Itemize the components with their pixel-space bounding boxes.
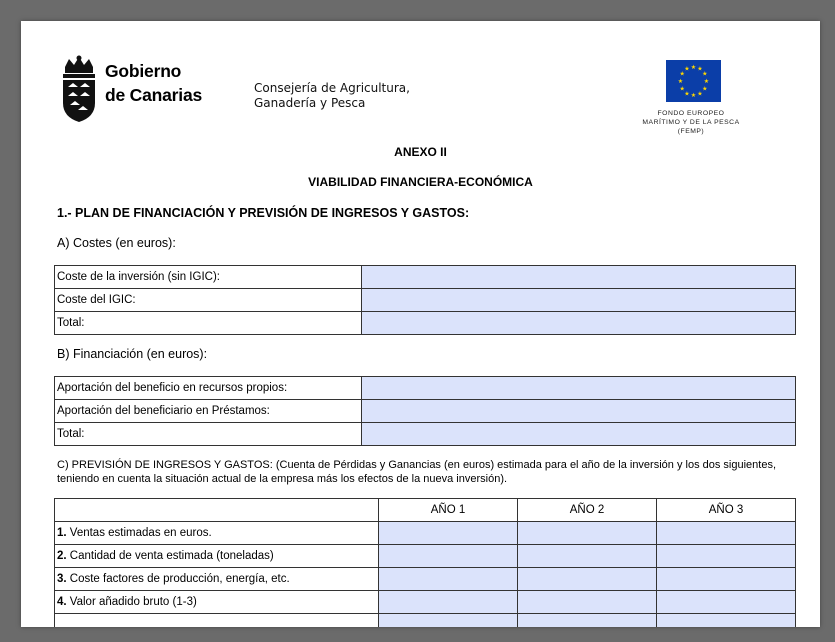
svg-text:★: ★ [702,70,708,78]
section1-heading: 1.- PLAN DE FINANCIACIÓN Y PREVISIÓN DE INGRESOS Y GASTOS: [57,206,470,220]
row-text: Valor añadido bruto (1-3) [66,596,197,608]
row-label: Total: [55,312,362,335]
cantidad-ano2-input[interactable] [518,545,657,568]
ventas-ano1-input[interactable] [379,522,518,545]
anexo-title: ANEXO II [394,145,447,159]
table-row [55,266,796,289]
row5-ano3-input[interactable] [657,614,796,628]
consejeria-line1: Consejería de Agricultura, [254,81,410,95]
header-empty-cell [55,499,379,522]
row-number: 4. [57,596,67,608]
gobierno-canarias-logo [59,55,259,125]
feder-line3: (FEMP) [677,128,705,135]
consejeria-name [254,81,410,111]
gobierno-line1: Gobierno [105,61,182,81]
table-header-row [55,499,796,522]
recursos-propios-input[interactable] [362,377,796,400]
cantidad-ano3-input[interactable] [657,545,796,568]
svg-text:★: ★ [690,92,697,99]
coste-factores-ano2-input[interactable] [518,568,657,591]
row-label: Coste de la inversión (sin IGIC): [55,266,362,289]
row-label [55,591,379,614]
eu-flag-icon [666,60,721,102]
coste-factores-ano3-input[interactable] [657,568,796,591]
prevision-table [54,498,796,627]
prestamos-input[interactable] [362,400,796,423]
vab-ano2-input[interactable] [518,591,657,614]
row5-ano1-input[interactable] [379,614,518,628]
cantidad-ano1-input[interactable] [379,545,518,568]
table-row [55,289,796,312]
consejeria-line2: Ganadería y Pesca [254,96,366,110]
financiacion-table [54,376,796,446]
costes-heading: A) Costes (en euros): [57,236,176,250]
financiacion-total-input[interactable] [362,423,796,446]
ventas-ano2-input[interactable] [518,522,657,545]
row-label: Aportación del beneficio en recursos propios: [55,377,362,400]
svg-text:★: ★ [697,90,703,98]
row-label [55,614,379,628]
vab-ano1-input[interactable] [379,591,518,614]
column-header: AÑO 3 [657,499,796,522]
svg-text:★: ★ [702,85,708,93]
row-label: Coste del IGIC: [55,289,362,312]
row-label [55,545,379,568]
table-row [55,377,796,400]
row-label: Total: [55,423,362,446]
row-number: 1. [57,527,67,539]
table-row [55,423,796,446]
table-row [55,614,796,628]
document-page [21,21,820,627]
vab-ano3-input[interactable] [657,591,796,614]
svg-text:★: ★ [684,90,690,98]
svg-text:★: ★ [679,85,685,93]
feder-line2: MARÍTIMO Y DE LA PESCA [642,119,740,126]
table-row [55,312,796,335]
feder-line1: FONDO EUROPEO [657,110,725,117]
row-text: Cantidad de venta estimada (toneladas) [66,550,274,562]
coste-factores-ano1-input[interactable] [379,568,518,591]
fondo-europeo-caption [621,109,761,136]
ventas-ano3-input[interactable] [657,522,796,545]
svg-text:★: ★ [684,65,690,73]
svg-text:★: ★ [677,78,684,85]
document-subtitle: VIABILIDAD FINANCIERA-ECONÓMICA [308,175,533,189]
row-text: Ventas estimadas en euros. [66,527,212,539]
prevision-paragraph: C) PREVISIÓN DE INGRESOS Y GASTOS: (Cuenta de Pérdidas y Ganancias (en euros) estimada para el año de la inversión y los dos siguientes, teniendo en cuenta la situación actual de la empresa más los efectos de la nueva inversión). [57,459,777,485]
row-text: Coste factores de producción, energía, etc. [66,573,290,585]
svg-text:★: ★ [679,70,685,78]
column-header: AÑO 1 [379,499,518,522]
table-row [55,568,796,591]
svg-text:★: ★ [697,65,703,73]
row-label [55,568,379,591]
coste-inversion-input[interactable] [362,266,796,289]
table-row [55,591,796,614]
row-number: 2. [57,550,67,562]
svg-text:★: ★ [703,78,710,85]
costes-total-input[interactable] [362,312,796,335]
row-label [55,522,379,545]
costes-table [54,265,796,335]
row5-ano2-input[interactable] [518,614,657,628]
financiacion-heading: B) Financiación (en euros): [57,347,208,361]
column-header: AÑO 2 [518,499,657,522]
table-row [55,545,796,568]
canarias-coat-of-arms-icon [59,55,99,123]
row-label: Aportación del beneficiario en Préstamos: [55,400,362,423]
svg-text:★: ★ [690,64,697,71]
coste-igic-input[interactable] [362,289,796,312]
row-number: 3. [57,573,67,585]
eu-stars-icon [666,60,721,102]
table-row [55,400,796,423]
table-row [55,522,796,545]
gobierno-line2: de Canarias [105,85,203,105]
